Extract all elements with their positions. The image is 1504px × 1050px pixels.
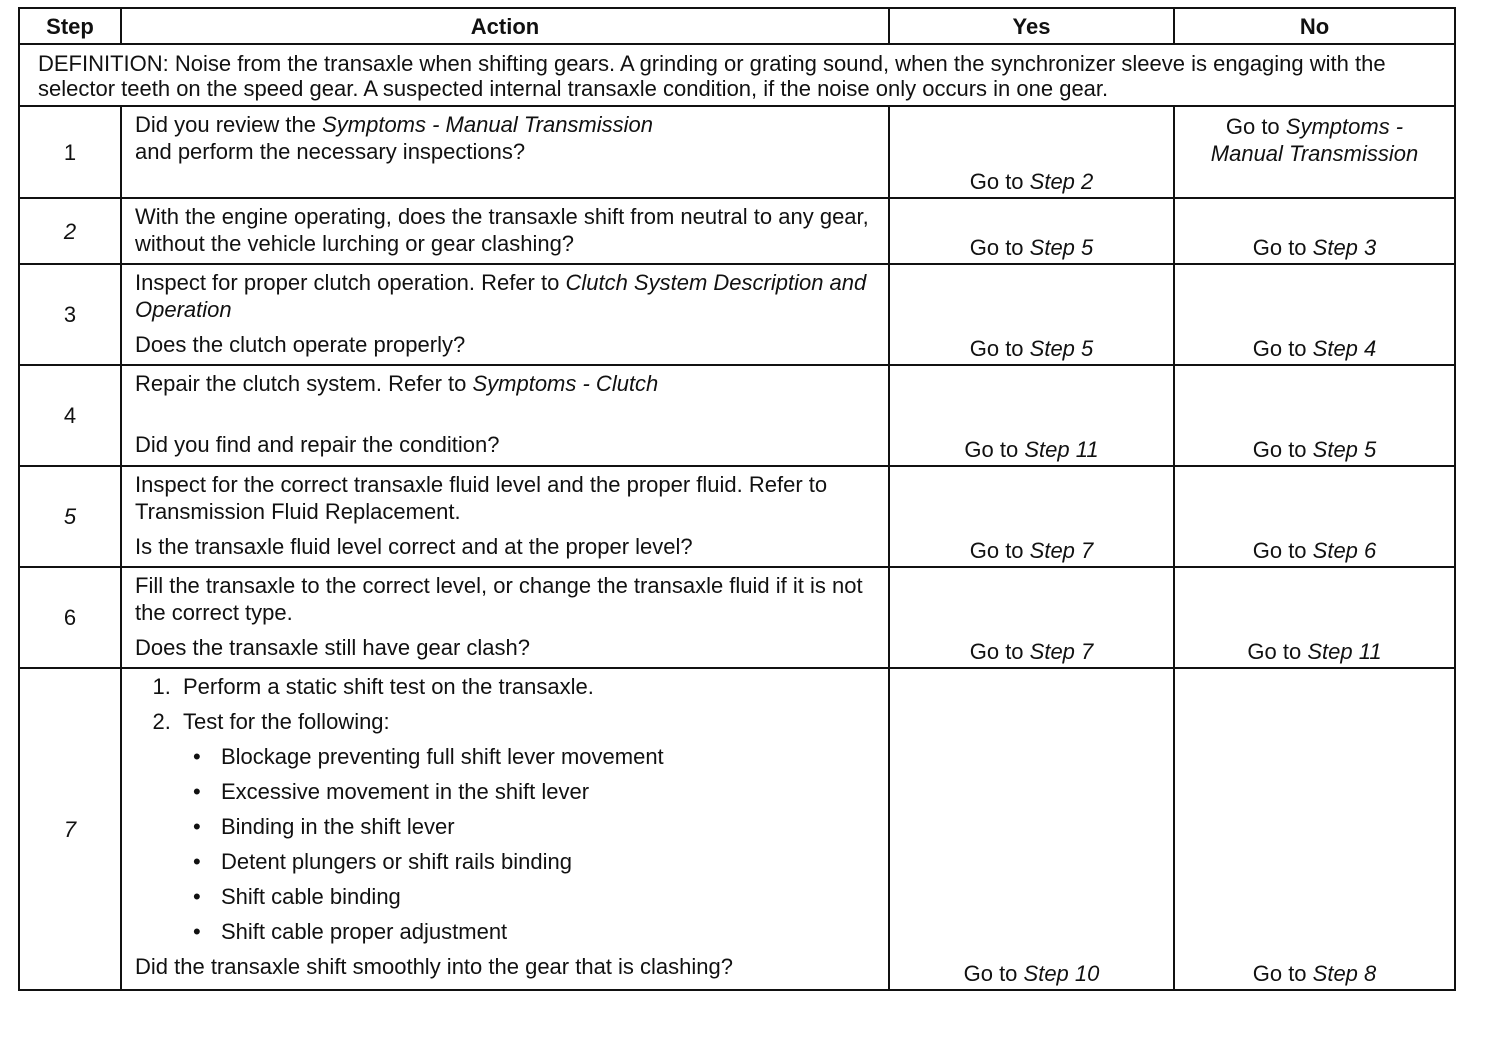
numbered-step: 1. Perform a static shift test on the transaxle. <box>177 673 878 700</box>
action-cell <box>121 264 889 365</box>
action-cell <box>121 466 889 567</box>
definition-text: DEFINITION: Noise from the transaxle when shifting gears. A grinding or grating sound, when the synchronizer sleeve is engaging with the selector teeth on the speed gear. A suspected internal transaxle condition, if the noise only occurs in one gear. <box>19 44 1455 106</box>
definition-row <box>19 44 1455 106</box>
header-yes: Yes <box>889 8 1174 44</box>
action-instruction: Inspect for the correct transaxle fluid level and the proper fluid. Refer to Transmission Fluid Replacement. <box>135 472 828 524</box>
list-item: • Shift cable binding <box>215 883 878 910</box>
list-item: • Detent plungers or shift rails binding <box>215 848 878 875</box>
step-number <box>19 668 121 990</box>
table-row <box>19 264 1455 365</box>
step-number-text: 2 <box>63 218 77 244</box>
goto-prefix: Go to <box>969 235 1030 260</box>
no-link[interactable]: Step 5 <box>1312 437 1377 462</box>
action-question: Does the transaxle still have gear clash? <box>135 635 530 660</box>
header-no: No <box>1174 8 1455 44</box>
action-instruction <box>135 269 878 323</box>
step-number <box>19 466 121 567</box>
goto-prefix: Go to <box>969 169 1030 194</box>
goto-prefix: Go to <box>969 336 1030 361</box>
no-cell <box>1174 466 1455 567</box>
no-cell <box>1174 567 1455 668</box>
goto-prefix: Go to <box>1252 235 1313 260</box>
goto-prefix: Go to <box>1252 437 1313 462</box>
no-link[interactable]: Manual Transmission <box>1210 141 1419 166</box>
step-number-text: 7 <box>63 816 77 842</box>
table-row <box>19 198 1455 264</box>
no-link[interactable]: Symptoms - <box>1285 114 1404 139</box>
step-number: 6 <box>19 567 121 668</box>
no-link[interactable]: Step 6 <box>1312 538 1377 563</box>
action-reference: Symptoms - Manual Transmission <box>322 112 653 137</box>
goto-prefix: Go to <box>963 961 1024 986</box>
step-number <box>19 198 121 264</box>
goto-prefix: Go to <box>964 437 1025 462</box>
goto-prefix: Go to <box>969 639 1030 664</box>
action-question: Is the transaxle fluid level correct and at the proper level? <box>135 534 693 559</box>
header-action: Action <box>121 8 889 44</box>
yes-link[interactable]: Step 5 <box>1029 336 1094 361</box>
action-cell: With the engine operating, does the transaxle shift from neutral to any gear, without the vehicle lurching or gear clashing? <box>121 198 889 264</box>
action-question: Does the clutch operate properly? <box>135 332 466 357</box>
action-cell <box>121 106 889 198</box>
no-link[interactable]: Step 3 <box>1312 235 1377 260</box>
action-reference: Clutch System Description and Operation <box>135 270 867 322</box>
yes-link[interactable]: Step 11 <box>1024 437 1099 462</box>
yes-cell <box>889 668 1174 990</box>
no-cell <box>1174 198 1455 264</box>
goto-prefix: Go to <box>1225 114 1286 139</box>
header-step: Step <box>19 8 121 44</box>
goto-prefix: Go to <box>1247 639 1308 664</box>
goto-prefix: Go to <box>1252 538 1313 563</box>
goto-prefix: Go to <box>1252 336 1313 361</box>
action-instruction <box>135 370 878 397</box>
yes-cell <box>889 365 1174 466</box>
action-cell <box>121 365 889 466</box>
no-cell <box>1174 668 1455 990</box>
action-text: and perform the necessary inspections? <box>135 139 526 164</box>
goto-prefix: Go to <box>1252 961 1313 986</box>
no-cell <box>1174 365 1455 466</box>
no-cell <box>1174 264 1455 365</box>
table-row <box>19 567 1455 668</box>
action-question: Did you find and repair the condition? <box>135 432 500 457</box>
step-number: 1 <box>19 106 121 198</box>
table-row <box>19 106 1455 198</box>
no-link[interactable]: Step 4 <box>1312 336 1377 361</box>
numbered-step-text: Test for the following: <box>183 709 390 734</box>
list-item: • Binding in the shift lever <box>215 813 878 840</box>
action-question: Did the transaxle shift smoothly into the gear that is clashing? <box>135 954 733 979</box>
no-link[interactable]: Step 11 <box>1307 639 1382 664</box>
bullet-list <box>183 743 878 945</box>
table-row <box>19 466 1455 567</box>
yes-cell <box>889 264 1174 365</box>
numbered-step <box>177 708 878 945</box>
yes-link[interactable]: Step 2 <box>1029 169 1094 194</box>
no-link[interactable]: Step 8 <box>1312 961 1377 986</box>
yes-cell <box>889 198 1174 264</box>
yes-link[interactable]: Step 7 <box>1029 639 1094 664</box>
goto-prefix: Go to <box>969 538 1030 563</box>
yes-cell <box>889 466 1174 567</box>
table-row <box>19 668 1455 990</box>
action-cell <box>121 668 889 990</box>
yes-cell <box>889 106 1174 198</box>
no-cell <box>1174 106 1455 198</box>
action-text: Inspect for proper clutch operation. Refer to <box>135 270 566 295</box>
diagnostic-table <box>18 7 1456 991</box>
action-text: Did you review the <box>135 112 323 137</box>
step-number: 4 <box>19 365 121 466</box>
action-reference: Symptoms - Clutch <box>472 371 659 396</box>
list-item: • Excessive movement in the shift lever <box>215 778 878 805</box>
yes-link[interactable]: Step 10 <box>1023 961 1100 986</box>
yes-cell <box>889 567 1174 668</box>
action-cell <box>121 567 889 668</box>
action-text: Repair the clutch system. Refer to <box>135 371 473 396</box>
header-row <box>19 8 1455 44</box>
step-number-text: 5 <box>63 504 77 529</box>
step-number: 3 <box>19 264 121 365</box>
yes-link[interactable]: Step 7 <box>1029 538 1094 563</box>
table-row <box>19 365 1455 466</box>
list-item: • Shift cable proper adjustment <box>215 918 878 945</box>
list-item: • Blockage preventing full shift lever movement <box>215 743 878 770</box>
action-instruction: Fill the transaxle to the correct level, or change the transaxle fluid if it is not the correct type. <box>135 573 863 625</box>
yes-link[interactable]: Step 5 <box>1029 235 1094 260</box>
numbered-steps <box>135 673 878 945</box>
